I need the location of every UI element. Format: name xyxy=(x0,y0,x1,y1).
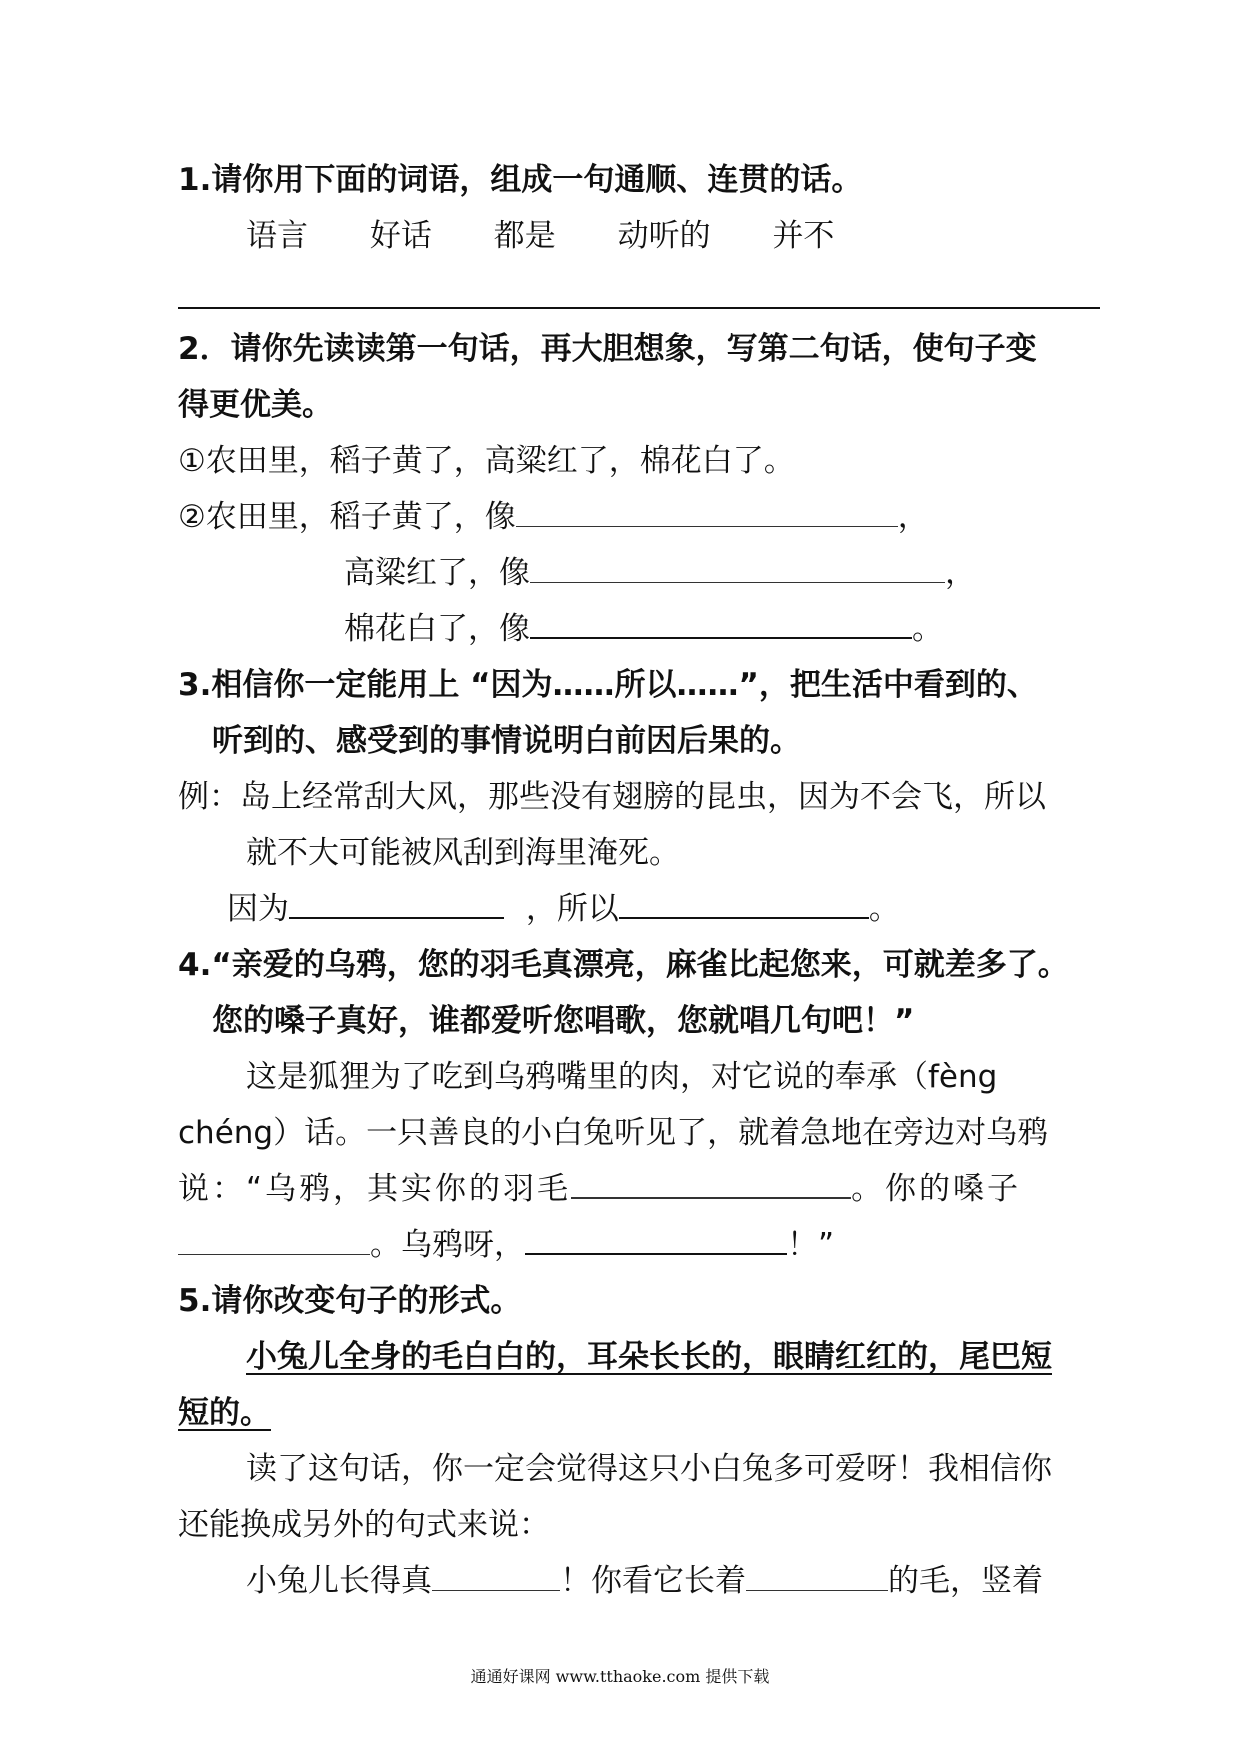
q1-title xyxy=(178,160,902,200)
q2-s2c-text: 棉花白了，像 xyxy=(344,611,530,647)
q5-example-line1: 小兔儿全身的毛白白的，耳朵长长的，眼睛红红的，尾巴短 xyxy=(246,1339,1052,1375)
q2-blank-2[interactable] xyxy=(530,578,945,583)
q2-s2b-text: 高粱红了，像 xyxy=(344,555,530,591)
q2-sentence-2c xyxy=(344,609,943,649)
q4-paragraph-line3 xyxy=(178,1169,1021,1209)
q3-title-line2-text: 听到的、感受到的事情说明白前因后果的。 xyxy=(212,723,801,759)
q1-word: 都是 xyxy=(493,218,556,254)
q3-period: 。 xyxy=(868,891,900,927)
q2-blank-3[interactable] xyxy=(530,633,912,639)
q4-l4-text: 。乌鸦呀， xyxy=(370,1227,525,1263)
q1-word: 语言 xyxy=(246,218,308,254)
q5-example-line2-text: 短的。 xyxy=(178,1395,271,1431)
q5-example-line2 xyxy=(178,1393,271,1433)
q1-title-text: 1.请你用下面的词语，组成一句通顺、连贯的话。 xyxy=(178,162,863,198)
q4-paragraph-line2: chéng）话。一只善良的小白兔听见了，就着急地在旁边对乌鸦 xyxy=(178,1115,1049,1151)
q2-sentence-2a xyxy=(178,497,929,537)
q3-example-line2: 就不大可能被风刮到海里淹死。 xyxy=(246,835,680,871)
q1-word: 动听的 xyxy=(617,218,711,254)
q5-l3-mid: ！你看它长着 xyxy=(560,1563,746,1599)
page-footer: 通通好课网 www.tthaoke.com 提供下载 xyxy=(470,1667,770,1686)
q4-blank-voice[interactable] xyxy=(178,1250,370,1255)
q5-fill-line xyxy=(246,1561,1043,1601)
q2-blank-1[interactable] xyxy=(516,522,898,527)
q3-blank-so[interactable] xyxy=(619,913,869,919)
q4-l3-tail: 。你的嗓子 xyxy=(851,1171,1022,1207)
q5-title-text: 5.请你改变句子的形式。 xyxy=(178,1283,522,1319)
q2-comma-2: ， xyxy=(945,555,976,591)
q1-word-list xyxy=(246,216,886,256)
q3-fill-line xyxy=(227,889,900,929)
q3-title-line1: 3.相信你一定能用上 “因为……所以……”，把生活中看到的、 xyxy=(178,667,1038,703)
q4-paragraph-line1: 这是狐狸为了吃到乌鸦嘴里的肉，对它说的奉承（fèng xyxy=(246,1059,998,1095)
q3-example-line1: 例：岛上经常刮大风，那些没有翅膀的昆虫，因为不会飞，所以 xyxy=(178,779,1046,815)
q4-blank-feathers[interactable] xyxy=(571,1193,851,1199)
q2-sentence-2b xyxy=(344,553,976,593)
q1-answer-line[interactable] xyxy=(178,307,1100,309)
q5-title xyxy=(178,1281,561,1321)
q4-title-line2: 您的嗓子真好，谁都爱听您唱歌，您就唱几句吧！” xyxy=(212,1003,915,1039)
q2-comma-1: ， xyxy=(897,499,929,535)
q5-l3-text: 小兔儿长得真 xyxy=(246,1563,432,1599)
q2-period: 。 xyxy=(912,611,943,647)
q2-title-line1: 2．请你先读读第一句话，再大胆想象，写第二句话，使句子变 xyxy=(178,331,1037,367)
q2-s2a-text: ②农田里，稻子黄了，像 xyxy=(178,499,516,535)
q4-title-line1: 4.“亲爱的乌鸦，您的羽毛真漂亮，麻雀比起您来，可就差多了。 xyxy=(178,947,1069,983)
q1-word: 并不 xyxy=(772,218,835,254)
q5-paragraph-line1: 读了这句话，你一定会觉得这只小白兔多可爱呀！我相信你 xyxy=(246,1451,1052,1487)
q2-sentence-1: ①农田里，稻子黄了，高粱红了，棉花白了。 xyxy=(178,443,795,479)
q5-l3-tail: 的毛，竖着 xyxy=(888,1563,1043,1599)
q3-so-label: ，所以 xyxy=(525,891,619,927)
q2-title-line2 xyxy=(178,385,333,425)
q3-title-line2 xyxy=(212,721,841,761)
q2-title-line2-text: 得更优美。 xyxy=(178,387,333,423)
q4-l3-text: 说：“乌鸦，其实你的羽毛 xyxy=(178,1171,572,1207)
q5-blank-1[interactable] xyxy=(432,1586,560,1591)
q4-blank-exclaim[interactable] xyxy=(525,1249,787,1255)
q5-paragraph-line2: 还能换成另外的句式来说： xyxy=(178,1507,550,1543)
q1-word: 好话 xyxy=(369,218,432,254)
q4-l4-tail: ！” xyxy=(787,1227,835,1263)
q3-blank-because[interactable] xyxy=(289,913,504,919)
q5-blank-2[interactable] xyxy=(746,1586,888,1591)
q3-because-label: 因为 xyxy=(227,891,289,927)
q4-paragraph-line4 xyxy=(178,1225,834,1265)
